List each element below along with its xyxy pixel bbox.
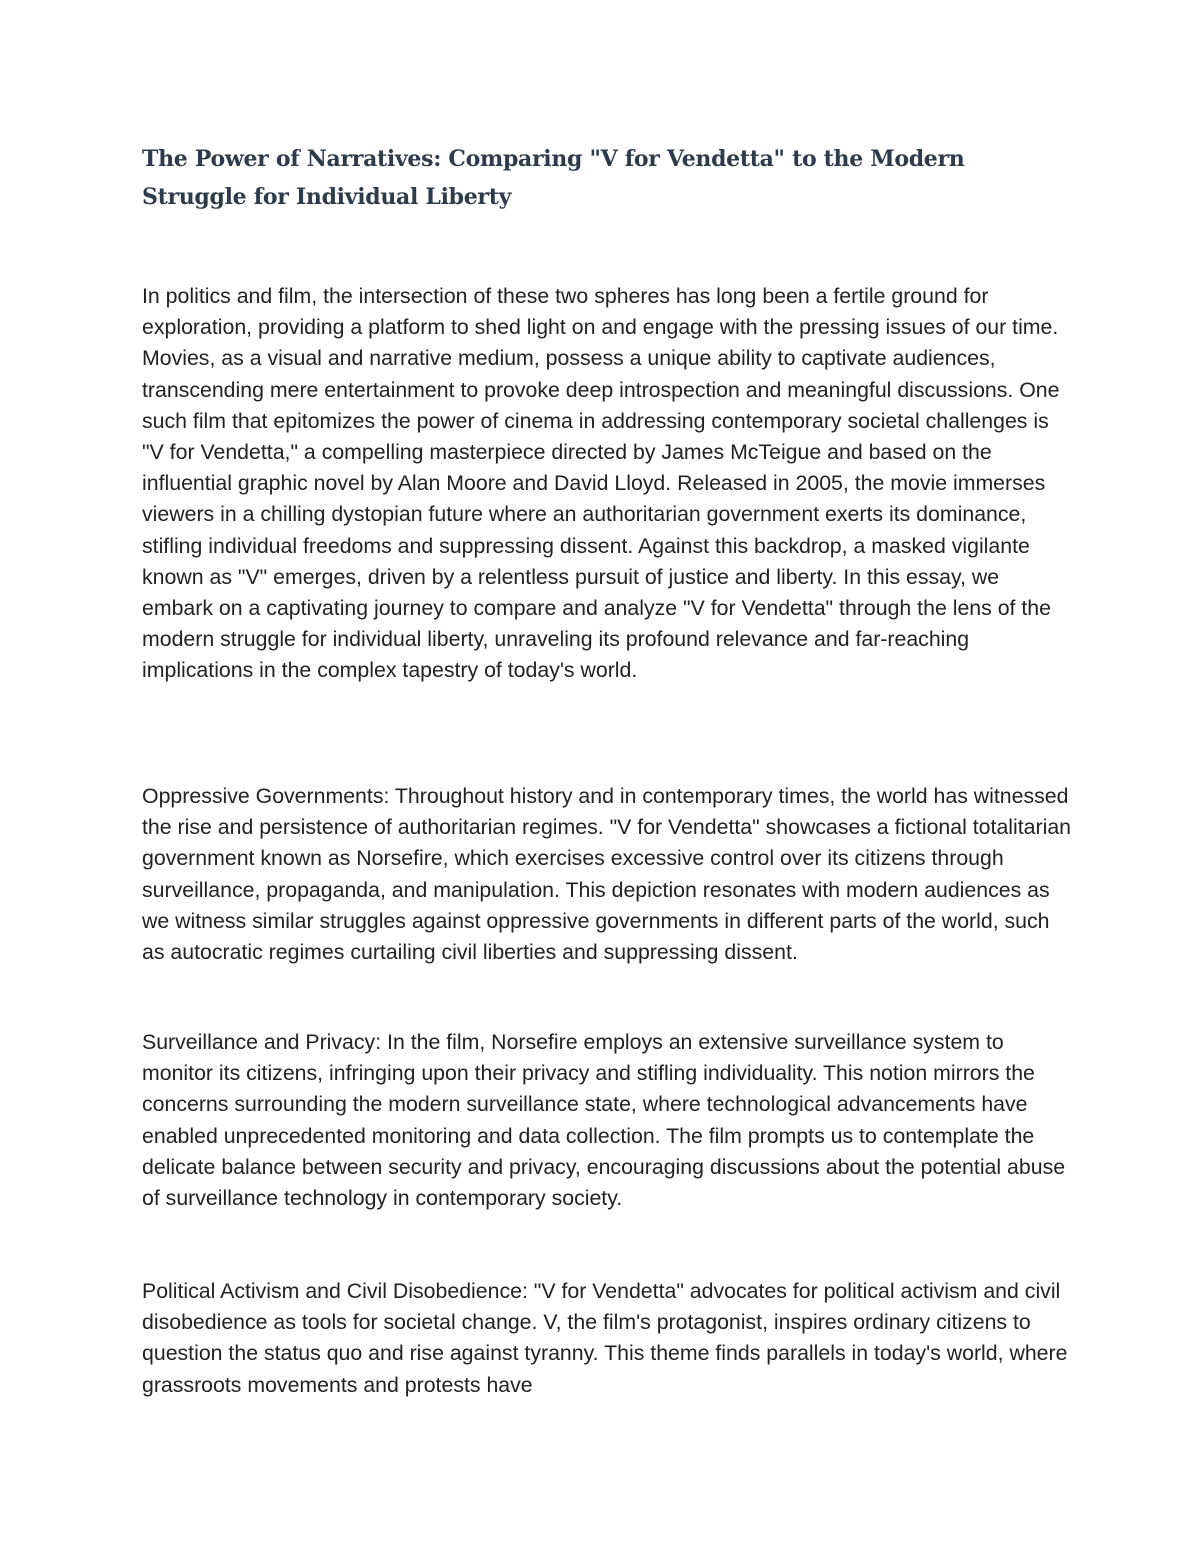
paragraph-surveillance-privacy: Surveillance and Privacy: In the film, Norsefire employs an extensive surveillance system to monitor its citizens, infringing upon their privacy and stifling individuality. This notion mirrors the concerns surrounding the modern surveillance state, where technological advancements have enabled unprecedented monitoring and data collection. The film prompts us to contemplate the delicate balance between security and privacy, encouraging discussions about the potential abuse of surveillance technology in contemporary society.: [142, 1030, 1066, 1211]
paragraph-oppressive-governments: Oppressive Governments: Throughout history and in contemporary times, the world has witnessed the rise and persistence of authoritarian regimes. "V for Vendetta" showcases a fictional totalitarian government known as Norsefire, which exercises excessive control over its citizens through surveillance, propaganda, and manipulation. This depiction resonates with modern audiences as we witness similar struggles against oppressive governments in different parts of the world, such as autocratic regimes curtailing civil liberties and suppressing dissent.: [142, 784, 1072, 965]
paragraph-introduction: In politics and film, the intersection of these two spheres has long been a fertile ground for exploration, providing a platform to shed light on and engage with the pressing issues of our time. Movies, as a visual and narrative medium, possess a unique ability to captivate audiences, transcending mere entertainment to provoke deep introspection and meaningful discussions. One such film that epitomizes the power of cinema in addressing contemporary societal challenges is "V for Vendetta," a compelling masterpiece directed by James McTeigue and based on the influential graphic novel by Alan Moore and David Lloyd. Released in 2005, the movie immerses viewers in a chilling dystopian future where an authoritarian government exerts its dominance, stifling individual freedoms and suppressing dissent. Against this backdrop, a masked vigilante known as "V" emerges, driven by a relentless pursuit of justice and liberty. In this essay, we embark on a captivating journey to compare and analyze "V for Vendetta" through the lens of the modern struggle for individual liberty, unraveling its profound relevance and far-reaching implications in the complex tapestry of today's world.: [142, 284, 1060, 683]
paragraph-political-activism: Political Activism and Civil Disobedience: "V for Vendetta" advocates for political activism and civil disobedience as tools for societal change. V, the film's protagonist, inspires ordinary citizens to question the status quo and rise against tyranny. This theme finds parallels in today's world, where grassroots movements and protests have: [142, 1279, 1068, 1397]
document-title: The Power of Narratives: Comparing "V for Vendetta" to the Modern Struggle for Individual Liberty: [142, 146, 965, 210]
